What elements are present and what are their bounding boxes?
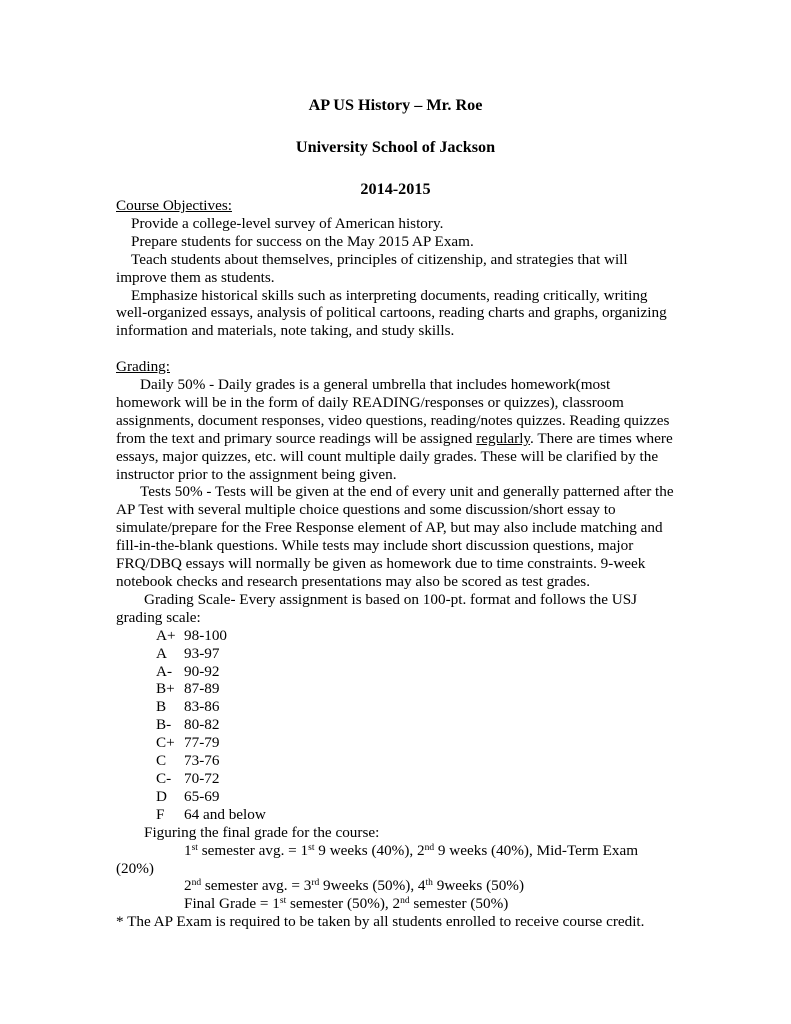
list-item: A- 90-92 (156, 662, 220, 680)
list-item: B 83-86 (156, 698, 220, 716)
course-title: AP US History – Mr. Roe (308, 96, 483, 114)
ap-exam-note: * The AP Exam is required to be taken by all students enrolled to receive course credit. (116, 913, 645, 931)
list-item: A+ 98-100 (156, 626, 228, 644)
list-item: C 73-76 (156, 752, 220, 770)
tests-paragraph: Tests 50% - Tests will be given at the end of every unit and generally patterned after the AP Test with several multiple choice questions and some discussion/short essay to simulate/prepare for the Free Response element of AP, but may also include matching and fill-in-the-blank questions. While tests may include short discussion questions, major FRQ/DBQ essays will normally be given as homework due to time constraints. 9-week notebook checks and research presentations may also be scored as test grades. (116, 483, 674, 591)
grading-scale-list (116, 627, 676, 824)
semester-one-formula: 1st semester avg. = 1st 9 weeks (40%), 2nd 9 weeks (40%), Mid-Term Exam (20%) (116, 841, 639, 877)
objective-item: Prepare students for success on the May 2015 AP Exam. (131, 232, 474, 250)
semester-two-formula: 2nd semester avg. = 3rd 9weeks (50%), 4th 9weeks (50%) (184, 877, 525, 895)
final-grade-formula: Final Grade = 1st semester (50%), 2nd semester (50%) (184, 895, 509, 913)
objective-item: Provide a college-level survey of American history. (131, 214, 444, 232)
objective-item: Teach students about themselves, principles of citizenship, and strategies that will improve them as students. (116, 250, 628, 286)
objectives-label: Course Objectives: (116, 197, 232, 214)
grading-label: Grading: (116, 358, 170, 376)
list-item: D 65-69 (156, 787, 220, 805)
objective-item: Emphasize historical skills such as interpreting documents, reading critically, writing well-organized essays, analysis of political cartoons, reading charts and graphs, organizing information and materials, note taking, and study skills. (116, 286, 667, 340)
list-item: F 64 and below (156, 805, 266, 823)
list-item: A 93-97 (156, 644, 220, 662)
list-item: B- 80-82 (156, 716, 220, 734)
daily-grades-paragraph: Daily 50% - Daily grades is a general umbrella that includes homework(most homework will be in the form of daily READING/responses or quizzes), classroom assignments, document responses, video questions, reading/notes quizzes. Reading quizzes from the text and primary source readings will be assigned regularly. There are times where essays, major quizzes, etc. will count multiple daily grades. These will be clarified by the instructor prior to the assignment being given. (116, 376, 673, 483)
final-grade-intro: Figuring the final grade for the course: (144, 823, 380, 841)
list-item: B+ 87-89 (156, 680, 220, 698)
list-item: C+ 77-79 (156, 734, 220, 752)
document-body (116, 197, 676, 931)
school-year: 2014-2015 (360, 180, 431, 198)
list-item: C- 70-72 (156, 769, 220, 787)
grading-scale-intro: Grading Scale- Every assignment is based on 100-pt. format and follows the USJ grading scale: (116, 590, 638, 626)
school-name: University School of Jackson (295, 138, 496, 156)
